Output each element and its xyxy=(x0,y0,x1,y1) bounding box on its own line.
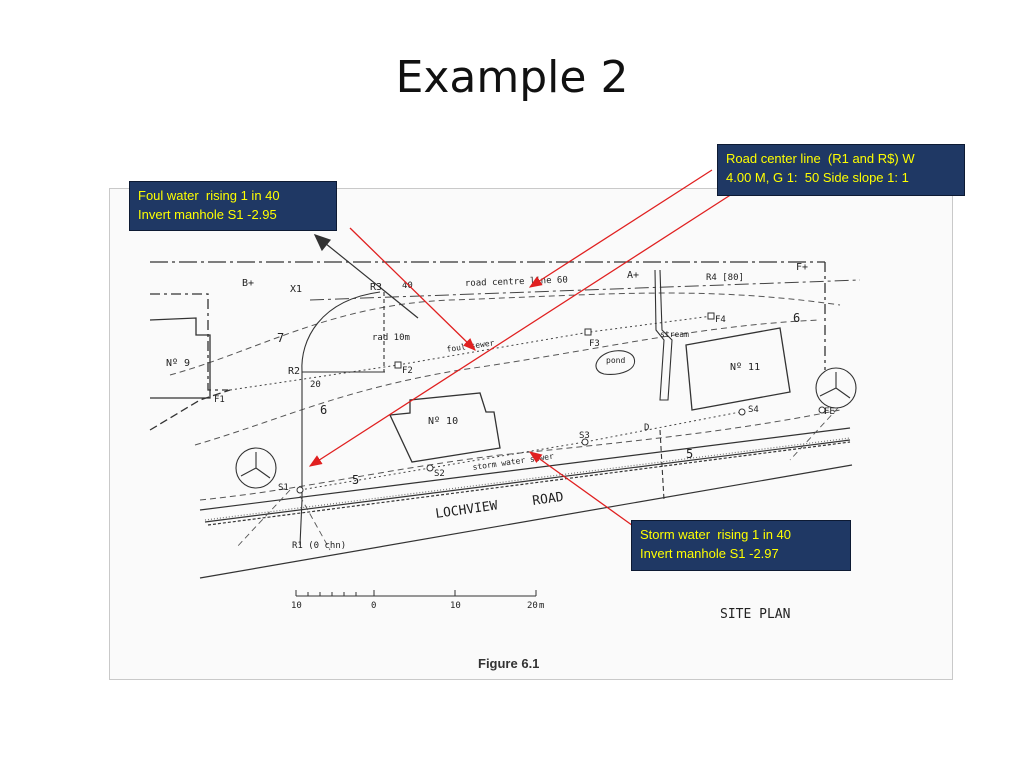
plan-labels xyxy=(166,262,835,671)
label-a: A+ xyxy=(627,270,640,281)
callout-road-centre-line xyxy=(717,144,965,196)
label-pond: pond xyxy=(606,356,626,365)
label-f2: F2 xyxy=(402,366,413,376)
label-contour-6b: 6 xyxy=(793,311,801,325)
label-r2: R2 xyxy=(288,366,301,377)
scale-tick-label: 0 xyxy=(371,601,377,611)
tree-icon xyxy=(236,368,856,488)
scale-bar xyxy=(296,590,536,596)
arrow-foul-water xyxy=(350,228,475,350)
callout-foul-line1: Foul water rising 1 in 40 xyxy=(138,188,280,203)
label-f4: F4 xyxy=(715,315,726,325)
storm-sewer xyxy=(300,412,740,490)
label-contour-7: 7 xyxy=(277,331,285,345)
label-r3: R3 xyxy=(370,282,383,293)
callout-road-line2: 4.00 M, G 1: 50 Side slope 1: 1 xyxy=(726,170,909,185)
label-r3-chainage: 40 xyxy=(402,281,413,291)
label-site-plan: SITE PLAN xyxy=(720,607,791,622)
callout-road-line1: Road center line (R1 and R$) W xyxy=(726,151,915,166)
north-arrow-icon xyxy=(315,235,418,318)
label-s1: S1 xyxy=(278,483,289,493)
scale-unit: m xyxy=(539,601,545,611)
label-rad: rad 10m xyxy=(372,333,410,343)
label-road-name-1: LOCHVIEW xyxy=(434,498,499,522)
scale-tick-label: 20 xyxy=(527,601,538,611)
scale-tick-label: 10 xyxy=(291,601,302,611)
label-d: D xyxy=(644,423,650,433)
label-s3: S3 xyxy=(579,431,590,441)
label-stream: stream xyxy=(660,330,689,339)
label-b: B+ xyxy=(242,278,255,289)
figure-caption: Figure 6.1 xyxy=(478,656,540,671)
label-contour-5b: 5 xyxy=(686,447,694,461)
label-s2: S2 xyxy=(434,469,445,479)
label-f1: F1 xyxy=(214,395,225,405)
arrow-storm-water xyxy=(530,452,636,528)
label-road-centre-line: road centre line 60 xyxy=(464,275,568,289)
label-r4: R4 [80] xyxy=(706,273,744,283)
label-f: F+ xyxy=(796,262,809,273)
label-r1: R1 (0 chn) xyxy=(292,541,347,551)
callout-storm-water xyxy=(631,520,851,571)
label-no9: Nº 9 xyxy=(166,358,191,369)
scale-bar-labels xyxy=(291,601,544,611)
label-x1: X1 xyxy=(290,284,303,295)
callout-storm-line2: Invert manhole S1 -2.97 xyxy=(640,546,779,561)
contour-lines xyxy=(170,293,840,500)
label-storm-sewer: storm water sewer xyxy=(472,451,555,472)
label-contour-6a: 6 xyxy=(320,403,328,417)
label-fe: FE xyxy=(824,407,835,417)
callout-storm-line1: Storm water rising 1 in 40 xyxy=(640,527,792,542)
arrow-road-centre-1 xyxy=(530,170,712,287)
label-r2-chainage: 20 xyxy=(310,380,321,390)
label-no10: Nº 10 xyxy=(428,416,459,427)
label-no11: Nº 11 xyxy=(730,362,761,373)
slide-title: Example 2 xyxy=(395,52,629,103)
label-s4: S4 xyxy=(748,405,759,415)
callout-foul-water xyxy=(129,181,337,231)
label-f3: F3 xyxy=(589,339,600,349)
label-road-name-2: ROAD xyxy=(531,489,565,509)
scale-tick-label: 10 xyxy=(450,601,461,611)
label-foul-sewer: foul sewer xyxy=(446,338,495,354)
label-contour-5a: 5 xyxy=(352,473,360,487)
callout-foul-line2: Invert manhole S1 -2.95 xyxy=(138,207,277,222)
